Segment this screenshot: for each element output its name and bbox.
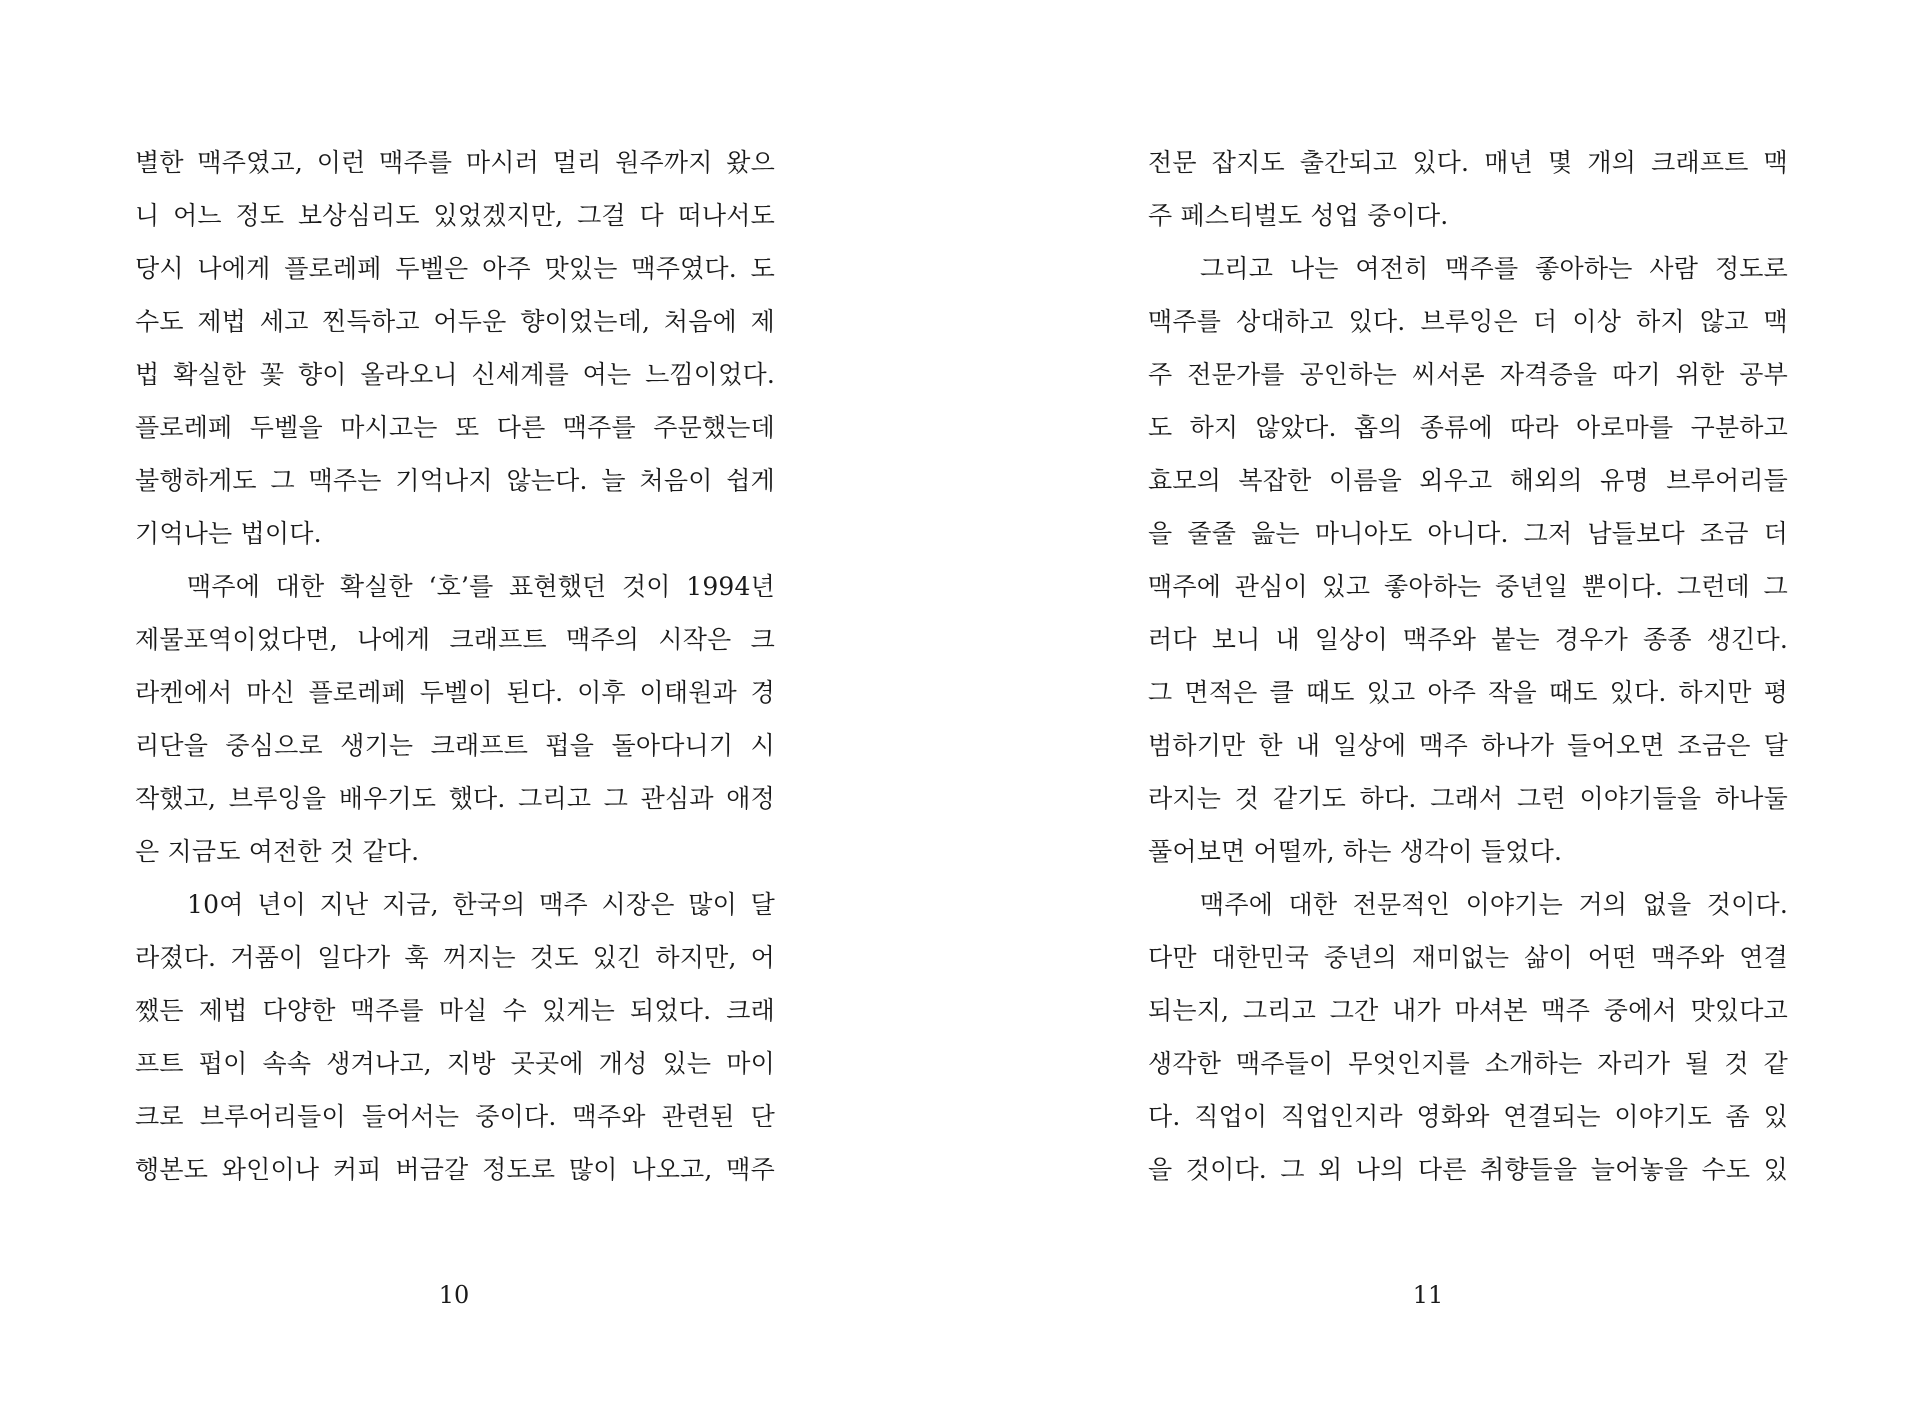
text-line: 다. 직업이 직업인지라 영화와 연결되는 이야기도 좀 있 (1148, 1102, 1788, 1131)
text-line: 효모의 복잡한 이름을 외우고 해외의 유명 브루어리들 (1148, 466, 1788, 495)
text-line: 그 면적은 클 때도 있고 아주 작을 때도 있다. 하지만 평 (1148, 678, 1788, 707)
text-line: 프트 펍이 속속 생겨나고, 지방 곳곳에 개성 있는 마이 (135, 1049, 775, 1078)
text-line: 라지는 것 같기도 하다. 그래서 그런 이야기들을 하나둘 (1148, 784, 1788, 813)
text-line: 플로레페 두벨을 마시고는 또 다른 맥주를 주문했는데 (135, 413, 775, 442)
page-number: 10 (438, 1281, 470, 1309)
page-number: 11 (1412, 1281, 1444, 1309)
text-line: 맥주에 대한 전문적인 이야기는 거의 없을 것이다. (1200, 890, 1788, 919)
text-line: 법 확실한 꽃 향이 올라오니 신세계를 여는 느낌이었다. (135, 360, 775, 389)
text-line: 전문 잡지도 출간되고 있다. 매년 몇 개의 크래프트 맥 (1148, 148, 1788, 177)
text-line: 은 지금도 여전한 것 같다. (135, 837, 420, 866)
text-line: 을 것이다. 그 외 나의 다른 취향들을 늘어놓을 수도 있 (1148, 1155, 1788, 1184)
text-line: 라졌다. 거품이 일다가 훅 꺼지는 것도 있긴 하지만, 어 (135, 943, 775, 972)
text-line: 주 전문가를 공인하는 씨서론 자격증을 따기 위한 공부 (1148, 360, 1788, 389)
text-line: 맥주에 관심이 있고 좋아하는 중년일 뿐이다. 그런데 그 (1148, 572, 1788, 601)
text-line: 풀어보면 어떨까, 하는 생각이 들었다. (1148, 837, 1563, 866)
text-line: 맥주를 상대하고 있다. 브루잉은 더 이상 하지 않고 맥 (1148, 307, 1788, 336)
text-line: 쨌든 제법 다양한 맥주를 마실 수 있게는 되었다. 크래 (135, 996, 775, 1025)
text-line: 니 어느 정도 보상심리도 있었겠지만, 그걸 다 떠나서도 (135, 201, 775, 230)
text-line: 주 페스티벌도 성업 중이다. (1148, 201, 1449, 230)
right-page-text (1148, 136, 1788, 1196)
text-line: 10여 년이 지난 지금, 한국의 맥주 시장은 많이 달 (187, 890, 775, 919)
text-line: 별한 맥주였고, 이런 맥주를 마시러 멀리 원주까지 왔으 (135, 148, 775, 177)
text-line: 도 하지 않았다. 홉의 종류에 따라 아로마를 구분하고 (1148, 413, 1788, 442)
right-page (960, 0, 1920, 1409)
text-line: 되는지, 그리고 그간 내가 마셔본 맥주 중에서 맛있다고 (1148, 996, 1788, 1025)
text-line: 범하기만 한 내 일상에 맥주 하나가 들어오면 조금은 달 (1148, 731, 1788, 760)
text-line: 불행하게도 그 맥주는 기억나지 않는다. 늘 처음이 쉽게 (135, 466, 775, 495)
left-page-text (135, 136, 775, 1196)
text-line: 생각한 맥주들이 무엇인지를 소개하는 자리가 될 것 같 (1148, 1049, 1788, 1078)
text-line: 제물포역이었다면, 나에게 크래프트 맥주의 시작은 크 (135, 625, 775, 654)
text-line: 라켄에서 마신 플로레페 두벨이 된다. 이후 이태원과 경 (135, 678, 775, 707)
text-line: 그리고 나는 여전히 맥주를 좋아하는 사람 정도로 (1200, 254, 1788, 283)
text-line: 맥주에 대한 확실한 ‘호’를 표현했던 것이 1994년 (187, 572, 775, 601)
text-line: 다만 대한민국 중년의 재미없는 삶이 어떤 맥주와 연결 (1148, 943, 1788, 972)
text-line: 당시 나에게 플로레페 두벨은 아주 맛있는 맥주였다. 도 (135, 254, 775, 283)
text-line: 을 줄줄 읊는 마니아도 아니다. 그저 남들보다 조금 더 (1148, 519, 1788, 548)
text-line: 작했고, 브루잉을 배우기도 했다. 그리고 그 관심과 애정 (135, 784, 775, 813)
text-line: 기억나는 법이다. (135, 519, 322, 548)
text-line: 리단을 중심으로 생기는 크래프트 펍을 돌아다니기 시 (135, 731, 775, 760)
text-line: 크로 브루어리들이 들어서는 중이다. 맥주와 관련된 단 (135, 1102, 775, 1131)
text-line: 수도 제법 세고 찐득하고 어두운 향이었는데, 처음에 제 (135, 307, 775, 336)
text-line: 러다 보니 내 일상이 맥주와 붙는 경우가 종종 생긴다. (1148, 625, 1788, 654)
text-line: 행본도 와인이나 커피 버금갈 정도로 많이 나오고, 맥주 (135, 1155, 775, 1184)
